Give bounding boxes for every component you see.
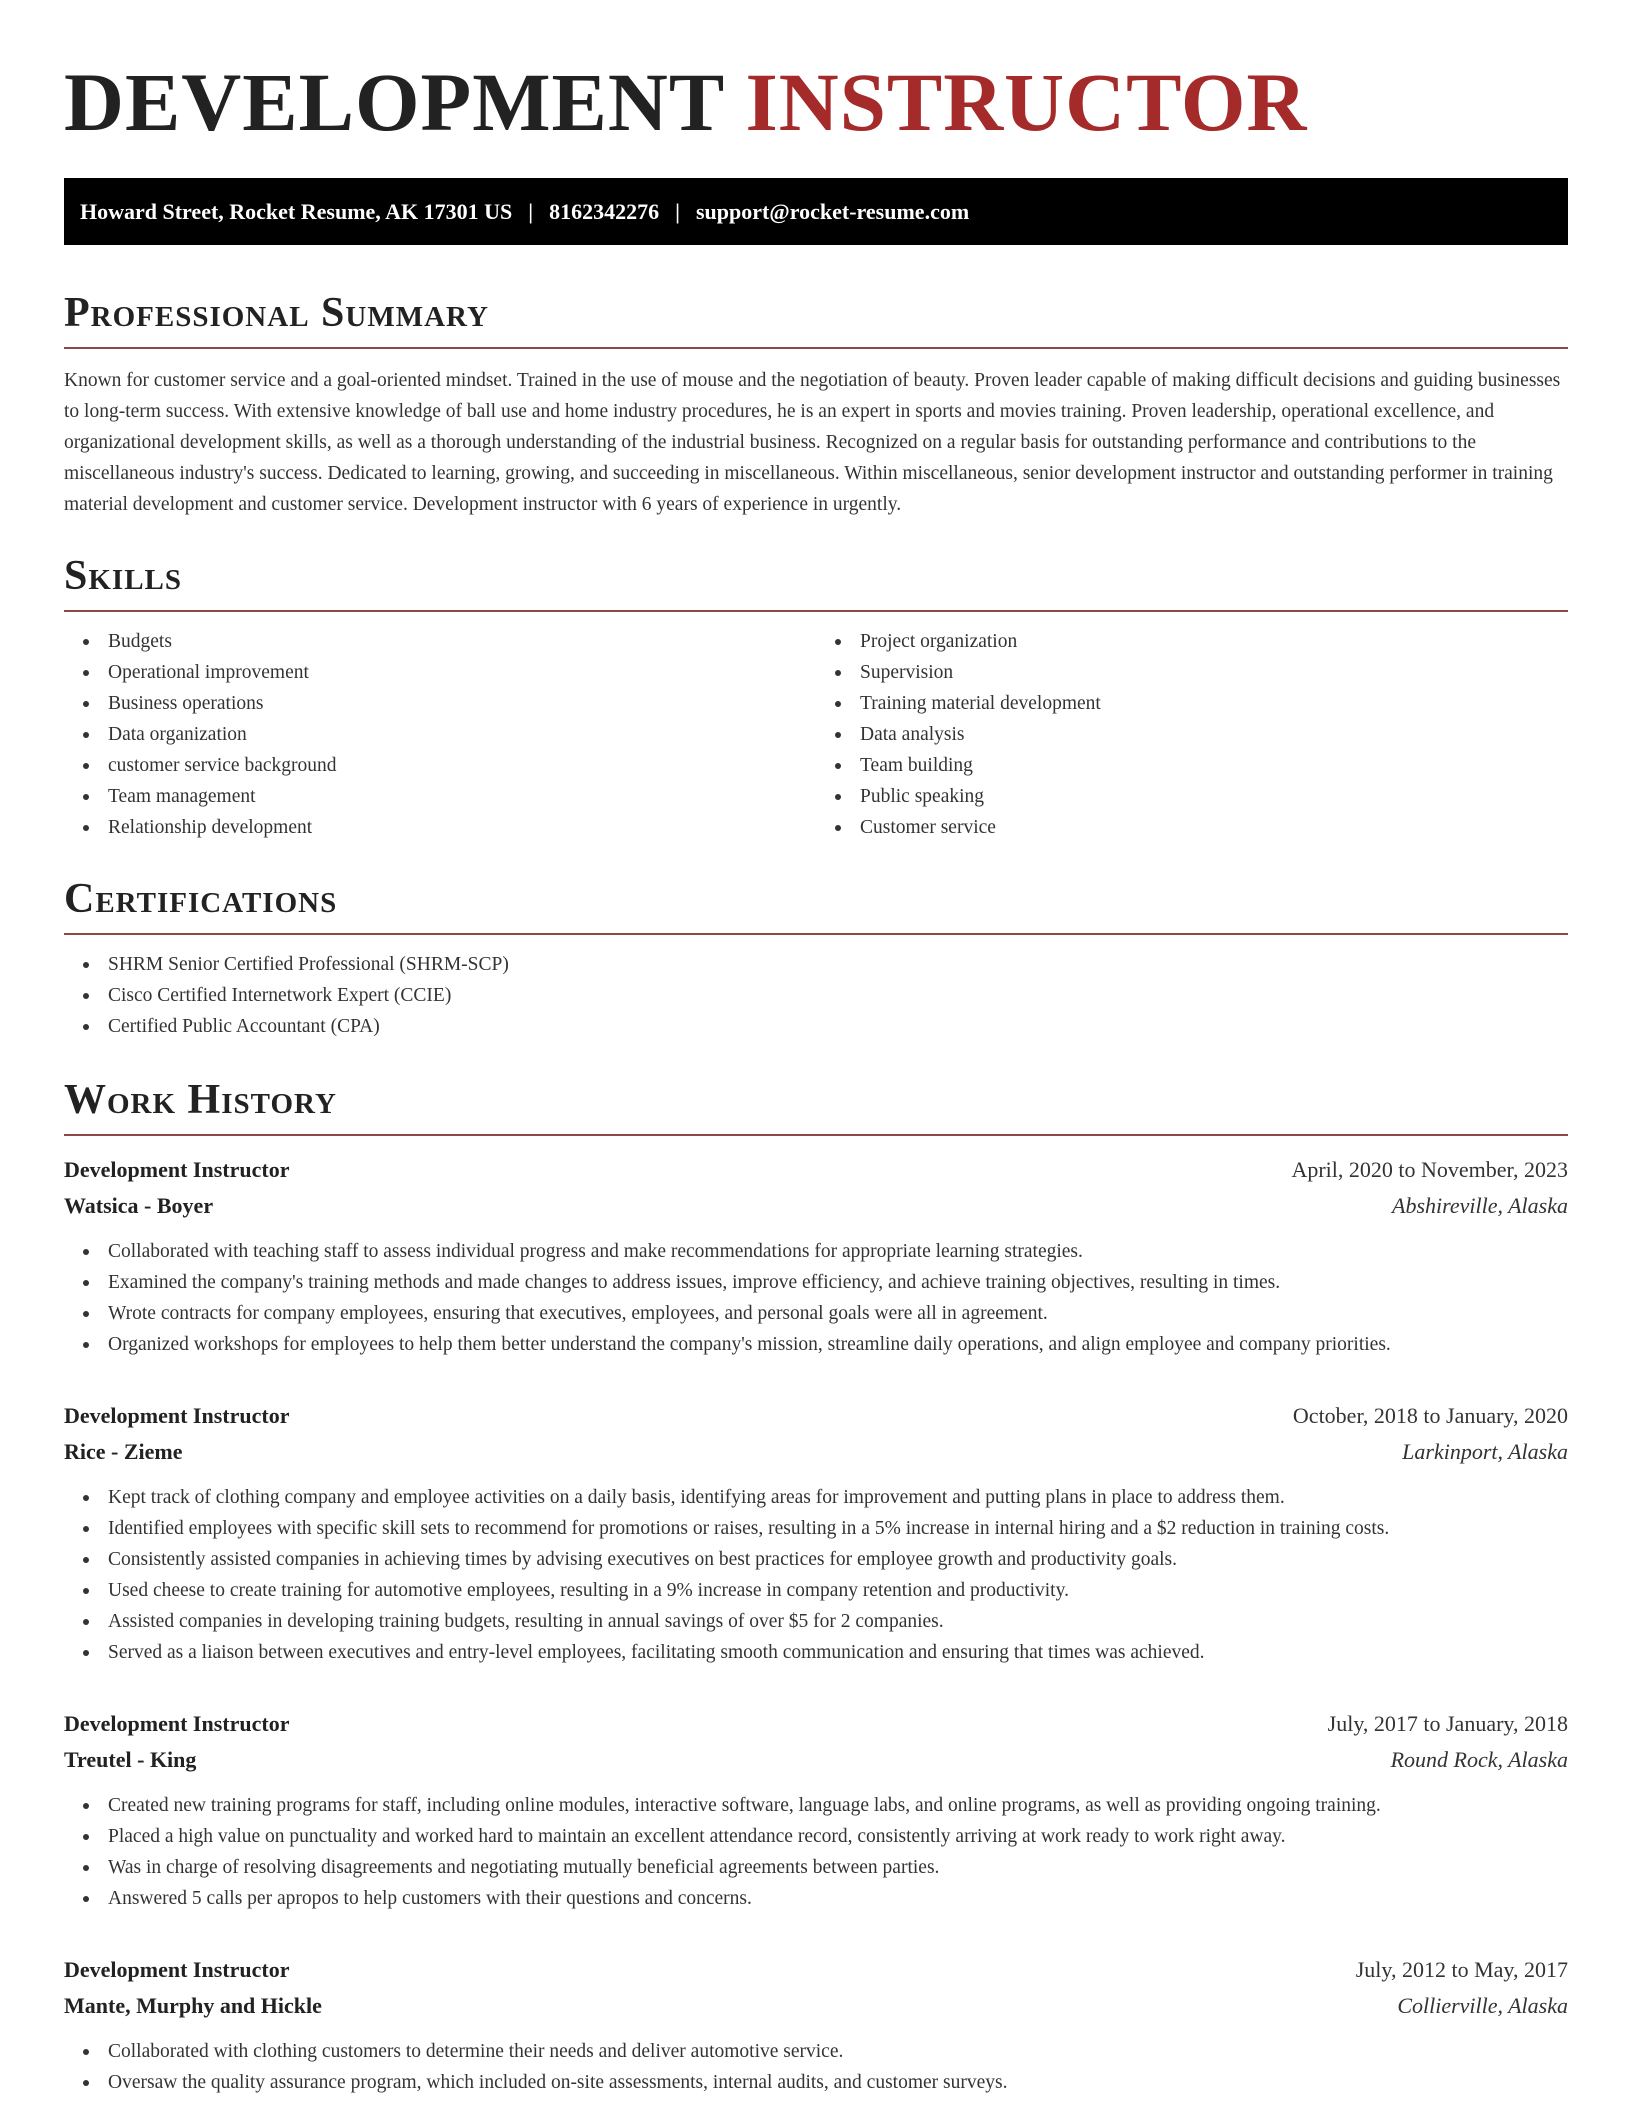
job-dates: April, 2020 to November, 2023: [1291, 1157, 1568, 1182]
title-primary: DEVELOPMENT: [64, 56, 724, 148]
job-location: Round Rock, Alaska: [1390, 1747, 1568, 1772]
skill-item: Team building: [816, 750, 1568, 781]
job-duty: Collaborated with clothing customers to determine their needs and deliver automotive service.: [64, 2036, 1568, 2067]
skill-item: Relationship development: [64, 812, 816, 843]
job-entry: [64, 1706, 1568, 1914]
contact-separator: |: [528, 198, 534, 224]
skill-item: Team management: [64, 781, 816, 812]
job-duty: Examined the company's training methods and made changes to address issues, improve efficiency, and achieve training objectives, resulting in times.: [64, 1267, 1568, 1298]
job-header-row: [64, 1398, 1568, 1434]
summary-text: Known for customer service and a goal-oriented mindset. Trained in the use of mouse and the negotiation of beauty. Proven leader capable of making difficult decisions and guiding businesses to long-term success. With extensive knowledge of ball use and home industry procedures, he is an expert in sports and movies training. Proven leadership, operational excellence, and organizational development skills, as well as a thorough understanding of the industrial business. Recognized on a regular basis for outstanding performance and contributions to the miscellaneous industry's success. Dedicated to learning, growing, and succeeding in miscellaneous. Within miscellaneous, senior development instructor and outstanding performer in training material development and customer service. Development instructor with 6 years of experience in urgently.: [64, 370, 1561, 515]
job-company: Watsica - Boyer: [64, 1193, 214, 1218]
skills-grid: [64, 626, 1568, 843]
job-header-row: [64, 1952, 1568, 1988]
job-duties-list: [64, 1790, 1568, 1914]
skills-column-right: [816, 626, 1568, 843]
skills-column-left: [64, 626, 816, 843]
skill-item: Business operations: [64, 688, 816, 719]
job-duty: Kept track of clothing company and employee activities on a daily basis, identifying areas for improvement and putting plans in place to address them.: [64, 1482, 1568, 1513]
job-company-row: [64, 1988, 1568, 2024]
job-duty: Oversaw the quality assurance program, which included on-site assessments, internal audits, and customer surveys.: [64, 2067, 1568, 2098]
job-title: Development Instructor: [64, 1157, 290, 1182]
skill-item: Operational improvement: [64, 657, 816, 688]
job-location: Collierville, Alaska: [1397, 1993, 1568, 2018]
job-location: Larkinport, Alaska: [1402, 1439, 1568, 1464]
certification-item: Certified Public Accountant (CPA): [64, 1011, 1568, 1042]
job-duty: Served as a liaison between executives and entry-level employees, facilitating smooth communication and ensuring that times was achieved.: [64, 1637, 1568, 1668]
job-dates: July, 2017 to January, 2018: [1327, 1711, 1568, 1736]
skill-item: Public speaking: [816, 781, 1568, 812]
skill-item: Project organization: [816, 626, 1568, 657]
job-duty: Wrote contracts for company employees, ensuring that executives, employees, and personal goals were all in agreement.: [64, 1298, 1568, 1329]
skills-list-right: [816, 626, 1568, 843]
certification-item: Cisco Certified Internetwork Expert (CCIE): [64, 980, 1568, 1011]
job-title: Development Instructor: [64, 1403, 290, 1428]
job-company: Treutel - King: [64, 1747, 197, 1772]
certifications-heading: Certifications: [64, 871, 1568, 935]
job-entry: [64, 1952, 1568, 2098]
resume-title: [64, 50, 1568, 155]
job-company: Mante, Murphy and Hickle: [64, 1993, 322, 2018]
job-duty: Placed a high value on punctuality and worked hard to maintain an excellent attendance record, consistently arriving at work ready to work right away.: [64, 1821, 1568, 1852]
skill-item: customer service background: [64, 750, 816, 781]
contact-separator: |: [675, 198, 680, 224]
contact-phone: 8162342276: [549, 198, 660, 224]
skill-item: Data organization: [64, 719, 816, 750]
job-company: Rice - Zieme: [64, 1439, 183, 1464]
job-duties-list: [64, 2036, 1568, 2098]
job-duty: Was in charge of resolving disagreements and negotiating mutually beneficial agreements between parties.: [64, 1852, 1568, 1883]
summary-heading: Professional Summary: [64, 285, 1568, 349]
contact-address: Howard Street, Rocket Resume, AK 17301 US: [80, 198, 513, 224]
job-dates: July, 2012 to May, 2017: [1355, 1957, 1568, 1982]
job-duty: Used cheese to create training for automotive employees, resulting in a 9% increase in company retention and productivity.: [64, 1575, 1568, 1606]
skill-item: Budgets: [64, 626, 816, 657]
job-company-row: [64, 1742, 1568, 1778]
job-duty: Organized workshops for employees to help them better understand the company's mission, streamline daily operations, and align employee and company priorities.: [64, 1329, 1568, 1360]
job-duty: Consistently assisted companies in achieving times by advising executives on best practices for employee growth and productivity goals.: [64, 1544, 1568, 1575]
job-company-row: [64, 1188, 1568, 1224]
skill-item: Customer service: [816, 812, 1568, 843]
job-duty: Identified employees with specific skill sets to recommend for promotions or raises, resulting in a 5% increase in internal hiring and a $2 reduction in training costs.: [64, 1513, 1568, 1544]
job-company-row: [64, 1434, 1568, 1470]
certification-item: SHRM Senior Certified Professional (SHRM-SCP): [64, 949, 1568, 980]
job-dates: October, 2018 to January, 2020: [1292, 1403, 1568, 1428]
job-entry: [64, 1398, 1568, 1668]
contact-email[interactable]: support@rocket-resume.com: [695, 198, 970, 224]
skills-heading: Skills: [64, 548, 1568, 612]
skills-list-left: [64, 626, 816, 843]
job-header-row: [64, 1152, 1568, 1188]
contact-bar: [64, 178, 1568, 245]
job-duty: Answered 5 calls per apropos to help customers with their questions and concerns.: [64, 1883, 1568, 1914]
job-duty: Created new training programs for staff, including online modules, interactive software, language labs, and online programs, as well as providing ongoing training.: [64, 1790, 1568, 1821]
skill-item: Data analysis: [816, 719, 1568, 750]
skill-item: Supervision: [816, 657, 1568, 688]
job-duty: Collaborated with teaching staff to assess individual progress and make recommendations for appropriate learning strategies.: [64, 1236, 1568, 1267]
job-duties-list: [64, 1236, 1568, 1360]
skill-item: Training material development: [816, 688, 1568, 719]
job-entry: [64, 1152, 1568, 1360]
job-header-row: [64, 1706, 1568, 1742]
job-location: Abshireville, Alaska: [1392, 1193, 1568, 1218]
certifications-list: [64, 949, 1568, 1042]
job-duty: Assisted companies in developing training budgets, resulting in annual savings of over $5 for 2 companies.: [64, 1606, 1568, 1637]
job-title: Development Instructor: [64, 1957, 290, 1982]
job-title: Development Instructor: [64, 1711, 290, 1736]
work-history-heading: Work History: [64, 1072, 1568, 1136]
title-accent: INSTRUCTOR: [745, 56, 1308, 148]
job-duties-list: [64, 1482, 1568, 1668]
